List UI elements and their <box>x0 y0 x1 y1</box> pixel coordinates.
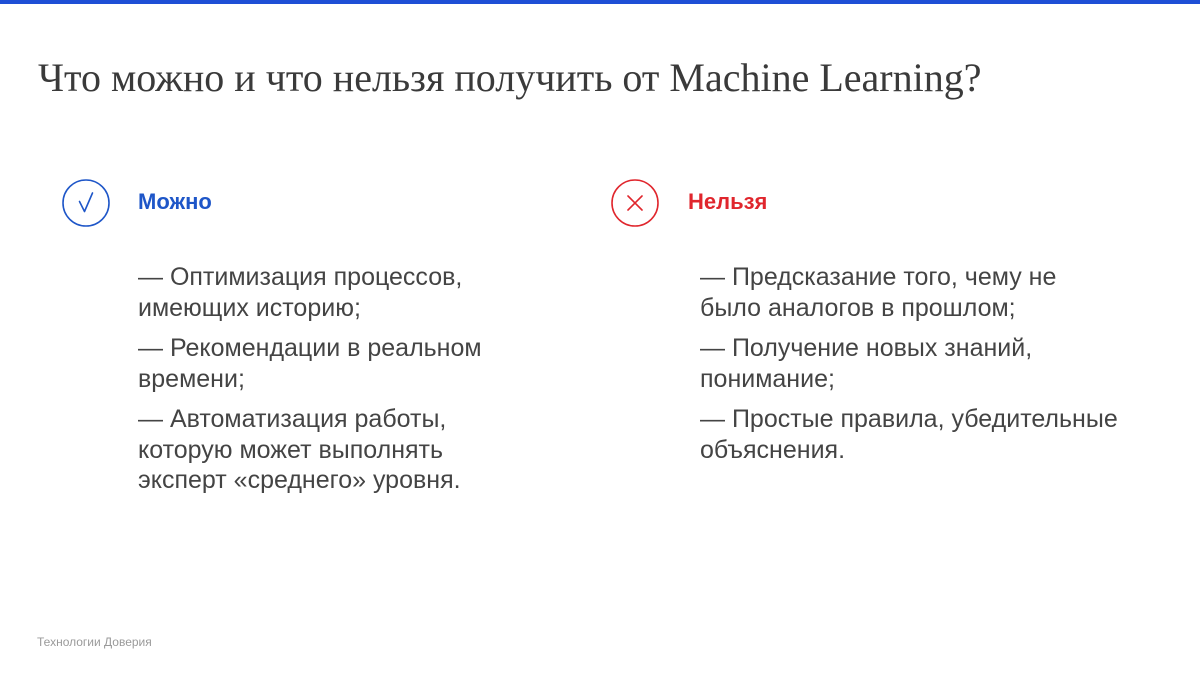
list-item: — Предсказание того, чему не было аналогов в прошлом; <box>700 263 1057 322</box>
cannot-heading: Нельзя <box>688 189 768 214</box>
slide-title: Что можно и что нельзя получить от Machine Learning? <box>38 55 982 100</box>
can-heading: Можно <box>138 189 212 214</box>
list-item: — Оптимизация процессов, имеющих историю; <box>138 263 463 322</box>
check-circle-icon <box>61 178 111 228</box>
list-item: — Рекомендации в реальном времени; <box>138 334 482 393</box>
footer-brand: Технологии Доверия <box>37 635 152 649</box>
list-item: — Автоматизация работы, которую может выполнять эксперт «среднего» уровня. <box>138 405 461 494</box>
top-accent-bar <box>0 0 1200 4</box>
list-item: — Простые правила, убедительные объяснения. <box>700 405 1118 464</box>
cross-circle-icon <box>610 178 660 228</box>
cannot-list <box>700 262 1120 475</box>
list-item: — Получение новых знаний, понимание; <box>700 334 1033 393</box>
can-list <box>138 262 538 506</box>
